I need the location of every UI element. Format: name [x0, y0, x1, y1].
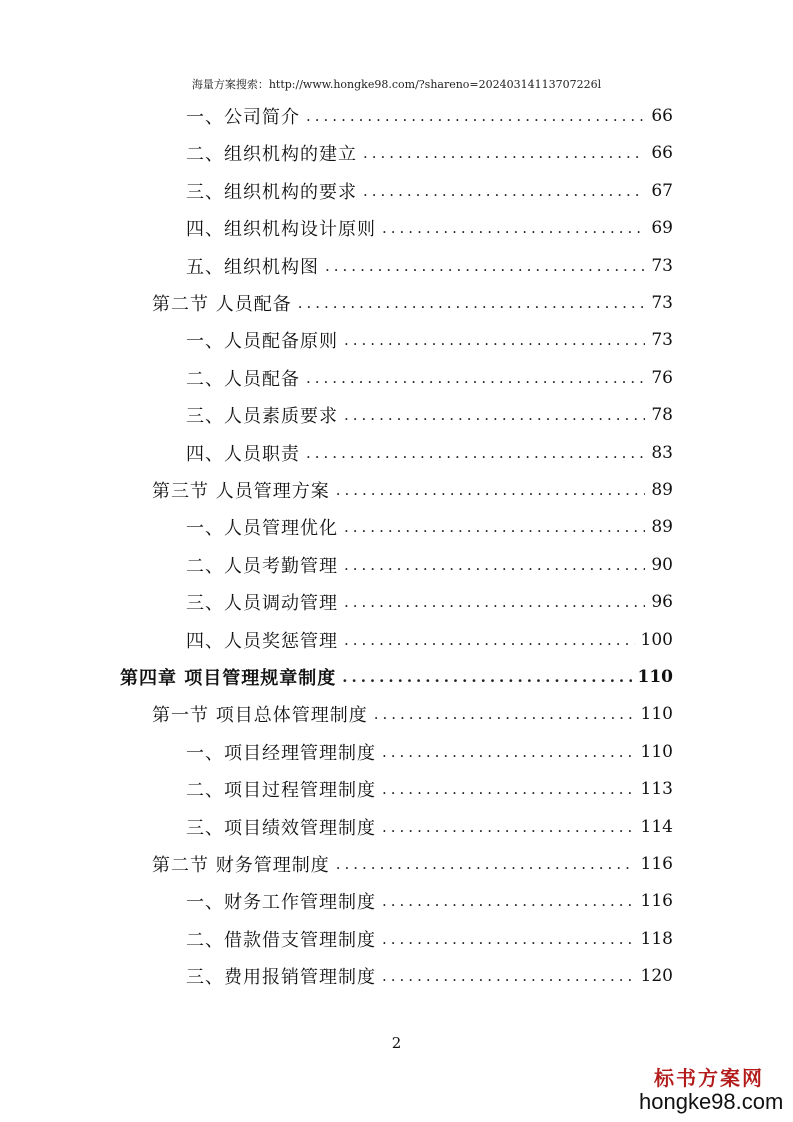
toc-entry-page: 66 — [651, 143, 673, 164]
toc-entry-title: 一、财务工作管理制度 — [186, 892, 376, 914]
toc-entry[interactable] — [186, 550, 673, 580]
toc-entry-title: 第二节 人员配备 — [152, 294, 292, 315]
toc-entry-page: 90 — [651, 554, 673, 575]
toc-entry-page: 66 — [651, 106, 673, 126]
toc-dot-leader — [382, 892, 635, 910]
toc-entry-title: 第三节 人员管理方案 — [152, 481, 330, 502]
toc-entry-title: 第一节 项目总体管理制度 — [152, 705, 368, 727]
toc-entry[interactable] — [186, 961, 673, 991]
toc-entry-title: 二、借款借支管理制度 — [186, 929, 376, 951]
toc-entry-page: 113 — [640, 779, 673, 800]
toc-dot-leader — [344, 518, 645, 536]
toc-dot-leader — [344, 406, 645, 424]
toc-dot-leader — [298, 294, 646, 312]
toc-dot-leader — [382, 818, 635, 836]
toc-entry[interactable] — [152, 475, 673, 505]
toc-entry-title: 三、费用报销管理制度 — [186, 967, 376, 989]
toc-dot-leader — [382, 219, 645, 237]
toc-entry[interactable] — [186, 101, 673, 131]
toc-dot-leader — [342, 668, 631, 686]
toc-entry-title: 二、组织机构的建立 — [186, 144, 357, 166]
toc-entry-page: 73 — [651, 330, 673, 351]
toc-dot-leader — [306, 444, 645, 462]
toc-entry-page: 116 — [640, 891, 673, 912]
toc-entry[interactable] — [152, 288, 673, 318]
toc-entry[interactable] — [186, 625, 673, 655]
toc-entry-page: 67 — [651, 180, 673, 201]
watermark-logo — [639, 1066, 784, 1114]
toc-entry[interactable] — [186, 737, 673, 767]
toc-dot-leader — [306, 369, 645, 387]
toc-entry-page: 120 — [640, 966, 673, 987]
toc-entry-title: 三、人员素质要求 — [186, 406, 338, 428]
toc-dot-leader — [374, 705, 635, 723]
toc-dot-leader — [363, 144, 645, 162]
toc-entry[interactable] — [120, 662, 673, 692]
toc-entry-title: 四、组织机构设计原则 — [186, 219, 376, 241]
toc-entry[interactable] — [186, 774, 673, 804]
toc-entry[interactable] — [186, 213, 673, 243]
toc-entry[interactable] — [152, 849, 673, 879]
toc-entry[interactable] — [186, 138, 673, 168]
toc-entry-title: 一、人员配备原则 — [186, 331, 338, 353]
toc-entry-title: 三、项目绩效管理制度 — [186, 817, 376, 839]
toc-entry[interactable] — [186, 325, 673, 355]
toc-dot-leader — [344, 331, 645, 349]
toc-entry-title: 三、人员调动管理 — [186, 593, 338, 615]
toc-entry-page: 69 — [651, 218, 673, 239]
toc-entry-page: 118 — [640, 928, 673, 949]
toc-entry-page: 83 — [651, 442, 673, 463]
toc-dot-leader — [382, 743, 635, 761]
toc-entry-page: 96 — [651, 592, 673, 613]
toc-entry-title: 第二节 财务管理制度 — [152, 855, 330, 876]
toc-entry-page: 89 — [651, 517, 673, 538]
toc-dot-leader — [363, 182, 645, 200]
toc-entry[interactable] — [186, 251, 673, 281]
toc-entry[interactable] — [186, 587, 673, 617]
toc-entry-title: 一、公司简介 — [186, 107, 300, 128]
toc-entry-page: 100 — [640, 629, 673, 650]
toc-entry-page: 110 — [640, 741, 673, 762]
toc-entry-title: 二、人员考勤管理 — [186, 555, 338, 577]
toc-dot-leader — [382, 930, 635, 948]
toc-dot-leader — [325, 257, 645, 275]
toc-dot-leader — [344, 593, 645, 611]
toc-entry[interactable] — [186, 438, 673, 468]
toc-dot-leader — [336, 855, 635, 873]
toc-dot-leader — [344, 556, 645, 574]
toc-entry-title: 四、人员奖惩管理 — [186, 630, 338, 652]
toc-entry[interactable] — [186, 812, 673, 842]
toc-entry[interactable] — [186, 886, 673, 916]
toc-entry-title: 五、组织机构图 — [186, 256, 319, 278]
toc-entry-page: 114 — [640, 816, 673, 837]
toc-entry-page: 76 — [651, 367, 673, 388]
toc-entry[interactable] — [186, 924, 673, 954]
watermark-chinese: 标书方案网 — [654, 1066, 764, 1090]
toc-entry-page: 73 — [651, 293, 673, 313]
toc-entry-page: 110 — [637, 667, 673, 687]
toc-dot-leader — [344, 631, 635, 649]
watermark-domain: hongke98.com — [639, 1089, 784, 1114]
toc-entry-title: 第四章 项目管理规章制度 — [120, 668, 337, 689]
toc-entry[interactable] — [186, 400, 673, 430]
toc-entry-page: 116 — [640, 854, 673, 874]
toc-dot-leader — [336, 481, 646, 499]
toc-entry[interactable] — [152, 699, 673, 729]
toc-entry-title: 二、人员配备 — [186, 368, 300, 390]
header-search-link[interactable]: 海量方案搜索：http://www.hongke98.com/?shareno=20240314113707226l — [191, 78, 602, 91]
toc-dot-leader — [306, 107, 645, 125]
page-number: 2 — [391, 1034, 402, 1052]
toc-entry-page: 89 — [651, 480, 673, 500]
toc-entry-title: 二、项目过程管理制度 — [186, 780, 376, 802]
toc-entry[interactable] — [186, 176, 673, 206]
toc-entry[interactable] — [186, 363, 673, 393]
toc-dot-leader — [382, 780, 635, 798]
toc-entry-page: 73 — [651, 255, 673, 276]
toc-entry-title: 一、项目经理管理制度 — [186, 742, 376, 764]
toc-entry-title: 四、人员职责 — [186, 443, 300, 465]
toc-entry[interactable] — [186, 512, 673, 542]
toc-entry-page: 78 — [651, 405, 673, 426]
toc-entry-title: 三、组织机构的要求 — [186, 181, 357, 203]
toc-dot-leader — [382, 967, 635, 985]
toc-entry-page: 110 — [640, 704, 673, 725]
toc-entry-title: 一、人员管理优化 — [186, 518, 338, 540]
